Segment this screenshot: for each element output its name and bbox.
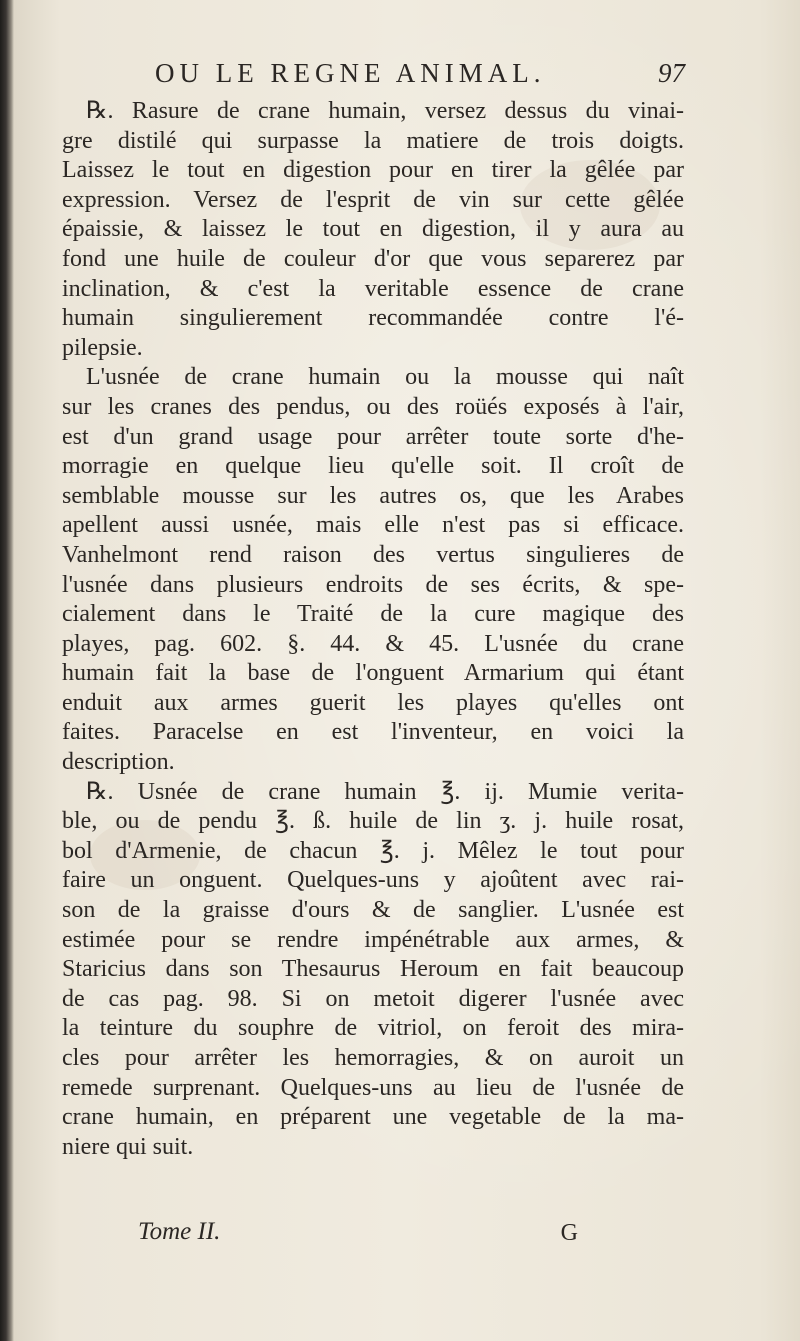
page-footer [138, 1218, 578, 1252]
text-line: apellent aussi usnée, mais elle n'est pas si efficace. [62, 512, 684, 539]
binding-edge [0, 0, 14, 1341]
text-line: enduit aux armes guerit les playes qu'elles ont [62, 689, 684, 716]
body-text [62, 97, 684, 1162]
text-line: faites. Paracelse en est l'inventeur, en voici la [62, 719, 684, 746]
text-line: l'usnée dans plusieurs endroits de ses écrits, & spe- [62, 571, 684, 598]
text-line: playes, pag. 602. §. 44. & 45. L'usnée du crane [62, 630, 684, 657]
text-line: ble, ou de pendu ℥. ß. huile de lin ʒ. j. huile rosat, [62, 808, 684, 835]
text-line: est d'un grand usage pour arrêter toute sorte d'he- [62, 423, 684, 450]
text-line: ℞. Usnée de crane humain ℥. ij. Mumie verita- [86, 778, 684, 805]
text-line: fond une huile de couleur d'or que vous separerez par [62, 245, 684, 272]
text-line: description. [62, 749, 175, 776]
text-line: pilepsie. [62, 334, 143, 361]
text-line: ℞. Rasure de crane humain, versez dessus du vinai- [86, 98, 684, 124]
page-number: 97 [658, 58, 685, 88]
text-line: gre distilé qui surpasse la matiere de trois doigts. [62, 127, 684, 154]
text-line: la teinture du souphre de vitriol, on feroit des mira- [62, 1015, 684, 1042]
text-line: cialement dans le Traité de la cure magique des [62, 601, 684, 628]
text-line: Vanhelmont rend raison des vertus singulieres de [62, 541, 684, 568]
text-line: inclination, & c'est la veritable essence de crane [62, 275, 684, 302]
text-line: niere qui suit. [62, 1133, 194, 1160]
text-line: sur les cranes des pendus, ou des roüés exposés à l'air, [62, 393, 684, 420]
text-line: de cas pag. 98. Si on metoit digerer l'usnée avec [62, 985, 684, 1012]
text-line: estimée pour se rendre impénétrable aux armes, & [62, 926, 684, 953]
text-line: bol d'Armenie, de chacun ℥. j. Mêlez le tout pour [62, 837, 684, 864]
text-line: humain singulierement recommandée contre l'é- [62, 305, 684, 332]
running-title: OU LE REGNE ANIMAL. [155, 58, 546, 88]
text-line: morragie en quelque lieu qu'elle soit. Il croît de [62, 453, 684, 480]
text-line: remede surprenant. Quelques-uns au lieu de l'usnée de [62, 1074, 684, 1101]
text-line: Staricius dans son Thesaurus Heroum en fait beaucoup [62, 956, 684, 983]
text-line: expression. Versez de l'esprit de vin sur cette gêlée [62, 186, 684, 213]
text-line: Laissez le tout en digestion pour en tirer la gêlée par [62, 157, 684, 184]
text-line: humain fait la base de l'onguent Armarium qui étant [62, 660, 684, 687]
text-line: son de la graisse d'ours & de sanglier. L'usnée est [62, 897, 684, 924]
text-line: L'usnée de crane humain ou la mousse qui naît [86, 364, 684, 391]
volume-label: Tome II. [138, 1218, 221, 1245]
signature-mark: G [560, 1220, 578, 1246]
text-line: cles pour arrêter les hemorragies, & on auroit un [62, 1045, 684, 1071]
text-line: crane humain, en préparent une vegetable de la ma- [62, 1104, 684, 1131]
text-line: épaissie, & laissez le tout en digestion, il y aura au [62, 216, 684, 243]
page-header [155, 58, 685, 92]
text-line: faire un onguent. Quelques-uns y ajoûtent avec rai- [62, 867, 684, 894]
text-line: semblable mousse sur les autres os, que les Arabes [62, 482, 684, 509]
